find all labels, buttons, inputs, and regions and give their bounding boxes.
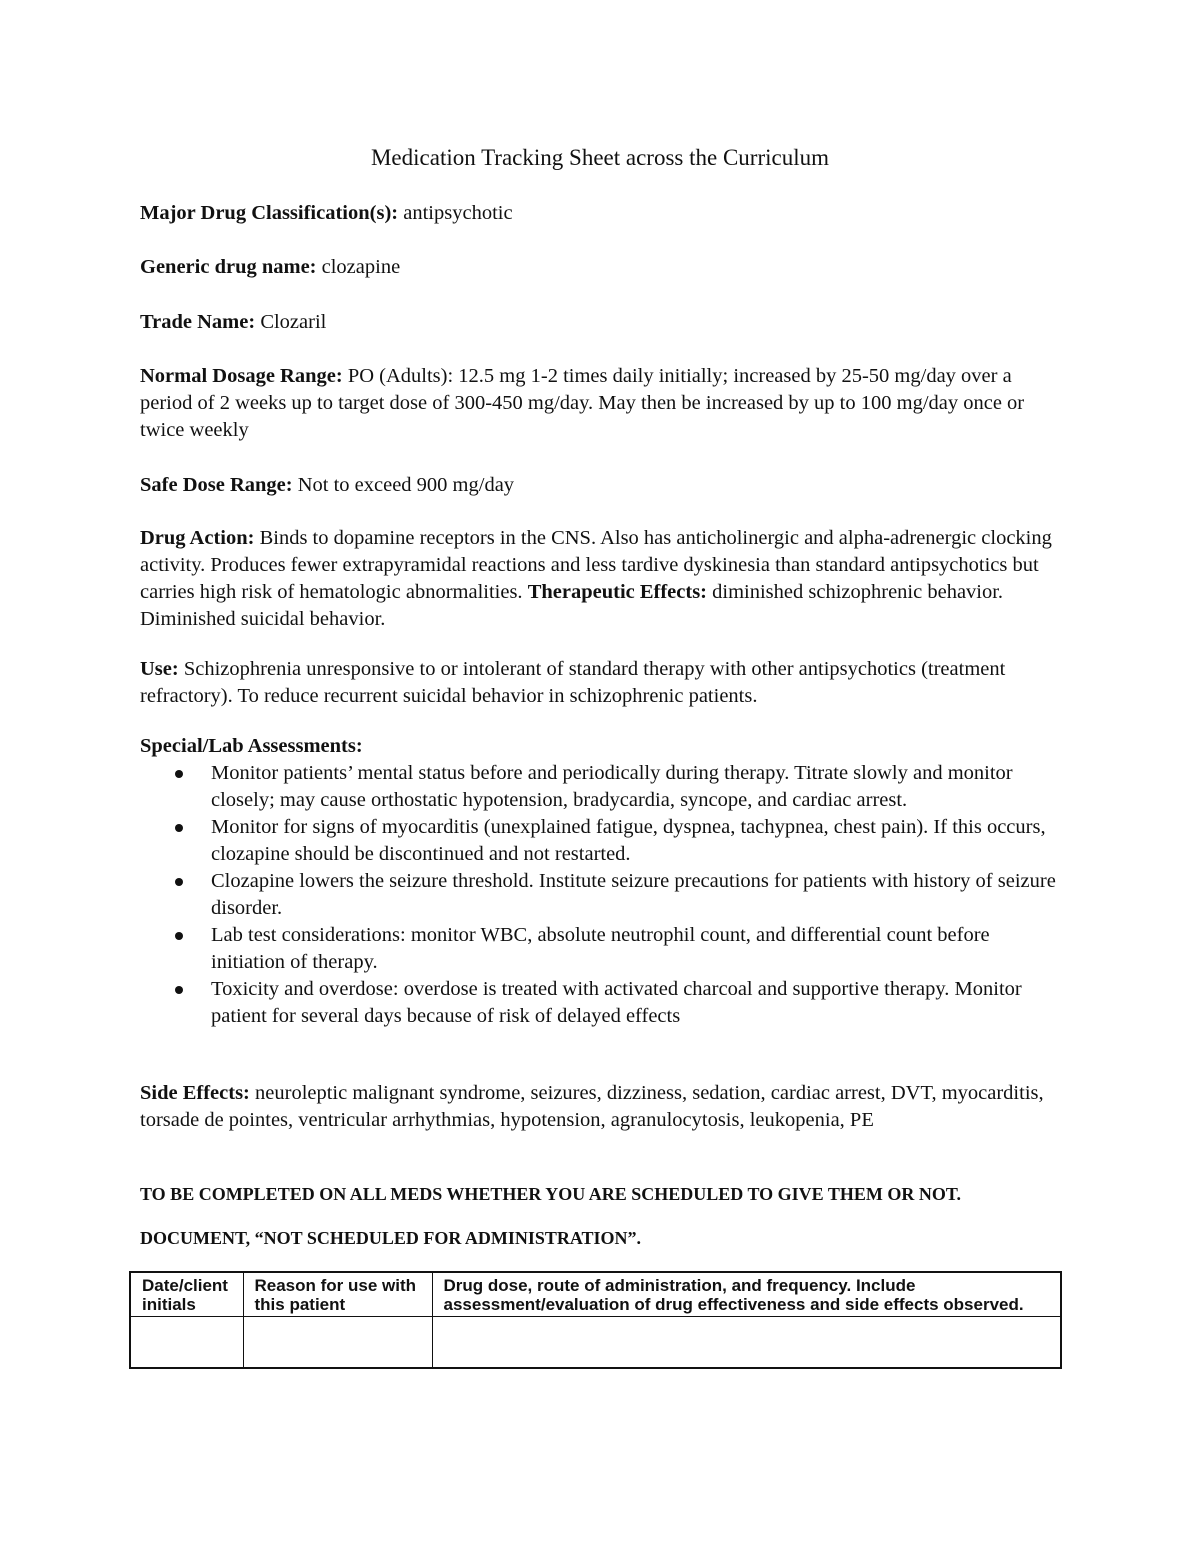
use-field [140, 656, 1065, 710]
therapeutic-effects-label: Therapeutic Effects: [527, 581, 708, 603]
table-header-row [130, 1272, 1061, 1317]
page-title: Medication Tracking Sheet across the Curriculum [370, 145, 829, 170]
dosage-range-label: Normal Dosage Range: [140, 365, 343, 387]
safe-dose-value: Not to exceed 900 mg/day [297, 474, 515, 496]
documentation-notice: DOCUMENT, “NOT SCHEDULED FOR ADMINISTRATION”. [140, 1228, 642, 1248]
column-header-reason: Reason for use with this patient [243, 1272, 432, 1317]
list-item [140, 976, 1065, 1030]
list-item-text: Toxicity and overdose: overdose is treated with activated charcoal and supportive therapy. Monitor patient for several days because of risk of delayed effects [211, 978, 1022, 1027]
generic-name-value: clozapine [321, 256, 401, 278]
bullet-icon [175, 824, 183, 832]
column-header-date: Date/client initials [130, 1272, 243, 1317]
trade-name-value: Clozaril [260, 311, 327, 333]
trade-name-field [140, 309, 1065, 336]
assessments-list [140, 760, 1065, 1030]
classification-value: antipsychotic [403, 202, 513, 224]
table-row [130, 1317, 1061, 1369]
classification-field [140, 200, 1065, 227]
side-effects-value: neuroleptic malignant syndrome, seizures, dizziness, sedation, cardiac arrest, DVT, myocarditis, torsade de pointes, ventricular arrhythmias, hypotension, agranulocytosis, leukopenia, PE [140, 1082, 1044, 1131]
dosage-range-value: PO (Adults): 12.5 mg 1-2 times daily initially; increased by 25-50 mg/day over a period of 2 weeks up to target dose of 300-450 mg/day. May then be increased by up to 100 mg/day once or twice weekly [140, 365, 1025, 441]
bullet-icon [175, 986, 183, 994]
reason-for-use-cell[interactable] [243, 1317, 432, 1369]
drug-action-label: Drug Action: [140, 527, 255, 549]
drug-action-value: Binds to dopamine receptors in the CNS. Also has anticholinergic and alpha-adrenergic clocking activity. Produces fewer extrapyramidal reactions and less tardive dyskinesia than standard antipsychotics but carries high risk of hematologic abnormalities. [140, 527, 1052, 603]
classification-label: Major Drug Classification(s): [140, 202, 399, 224]
bullet-icon [175, 932, 183, 940]
generic-name-label: Generic drug name: [140, 256, 317, 278]
list-item [140, 922, 1065, 976]
drug-action-field [140, 525, 1065, 633]
list-item-text: Clozapine lowers the seizure threshold. Institute seizure precautions for patients with history of seizure disorder. [211, 870, 1056, 919]
list-item-text: Lab test considerations: monitor WBC, absolute neutrophil count, and differential count before initiation of therapy. [211, 924, 990, 973]
bullet-icon [175, 878, 183, 886]
column-header-dose: Drug dose, route of administration, and frequency. Include assessment/evaluation of drug effectiveness and side effects observed. [432, 1272, 1061, 1317]
safe-dose-label: Safe Dose Range: [140, 474, 293, 496]
assessments-heading: Special/Lab Assessments: [140, 735, 363, 757]
list-item [140, 868, 1065, 922]
use-value: Schizophrenia unresponsive to or intolerant of standard therapy with other antipsychotics (treatment refractory). To reduce recurrent suicidal behavior in schizophrenic patients. [140, 658, 1006, 707]
tracking-table [129, 1271, 1062, 1369]
list-item-text: Monitor for signs of myocarditis (unexplained fatigue, dyspnea, tachypnea, chest pain). If this occurs, clozapine should be discontinued and not restarted. [211, 816, 1046, 865]
list-item-text: Monitor patients’ mental status before and periodically during therapy. Titrate slowly and monitor closely; may cause orthostatic hypotension, bradycardia, syncope, and cardiac arrest. [211, 762, 1013, 811]
completion-notice: TO BE COMPLETED ON ALL MEDS WHETHER YOU ARE SCHEDULED TO GIVE THEM OR NOT. [140, 1184, 962, 1204]
dosage-range-field [140, 363, 1065, 444]
therapeutic-effects-value: diminished schizophrenic behavior. Diminished suicidal behavior. [140, 581, 1004, 630]
list-item [140, 814, 1065, 868]
side-effects-label: Side Effects: [140, 1082, 250, 1104]
use-label: Use: [140, 658, 179, 680]
safe-dose-field [140, 472, 1065, 499]
date-client-initials-cell[interactable] [130, 1317, 243, 1369]
generic-name-field [140, 254, 1065, 281]
trade-name-label: Trade Name: [140, 311, 256, 333]
side-effects-field [140, 1080, 1065, 1134]
list-item [140, 760, 1065, 814]
bullet-icon [175, 770, 183, 778]
dose-assessment-cell[interactable] [432, 1317, 1061, 1369]
